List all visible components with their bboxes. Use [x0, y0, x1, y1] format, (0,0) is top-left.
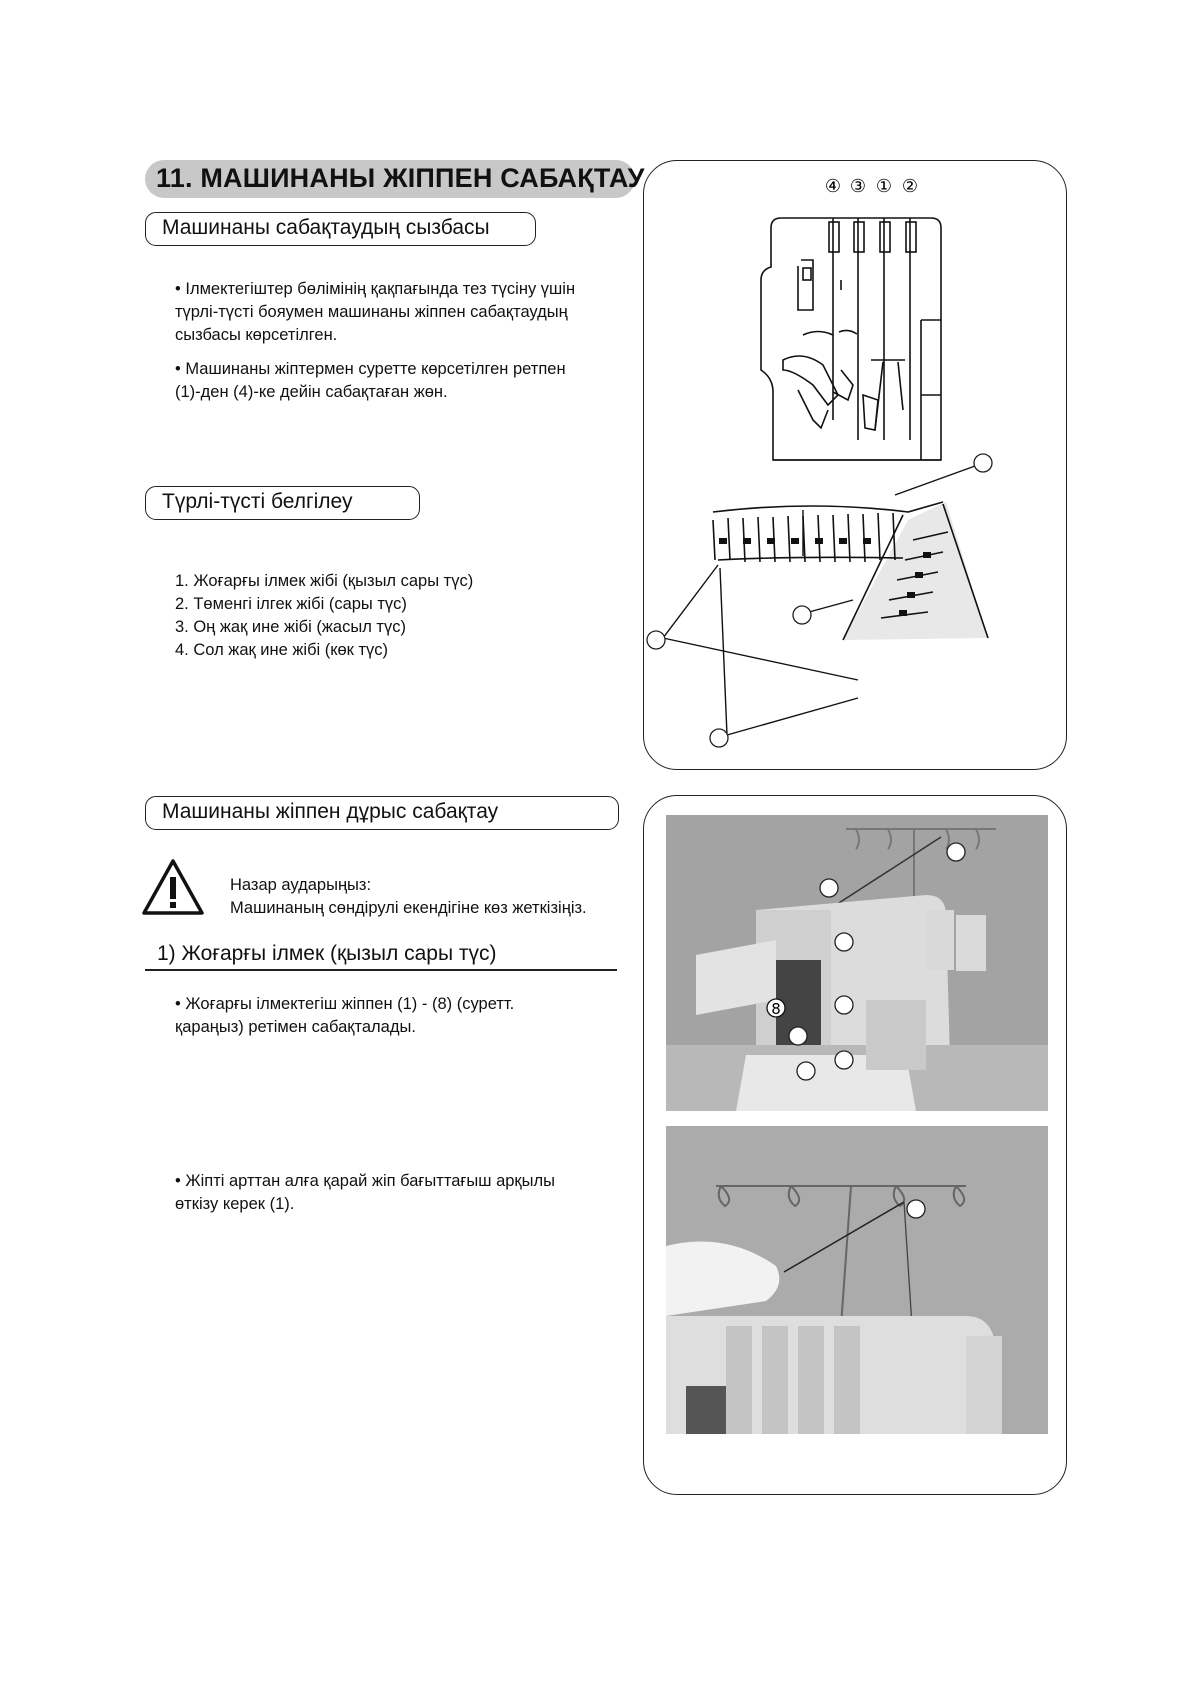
thread-guide-note: • Жіпті арттан алға қарай жіп бағыттағыш арқылы өткізу керек (1). [175, 1172, 555, 1213]
callout-circle [907, 1200, 925, 1218]
color-heading: Түрлі-түсті белгілеу [162, 490, 353, 513]
color-item-4: 4. Сол жақ ине жібі (көк түс) [175, 641, 389, 659]
section-title: 11. МАШИНАНЫ ЖІППЕН САБАҚТАУ [156, 163, 645, 193]
upper-looper-step: • Жоғарғы ілмектегіш жіппен (1) - (8) (суретт. қараңыз) ретімен сабақталады. [175, 995, 515, 1036]
color-item-2: 2. Төменгі ілгек жібі (сары түс) [175, 595, 407, 613]
callout-circle [835, 996, 853, 1014]
photo2-callouts [666, 1126, 1048, 1434]
photo-callouts [666, 815, 1048, 1111]
photo-step-8: 8 [771, 1000, 781, 1018]
upper-looper-subheading: 1) Жоғарғы ілмек (қызыл сары түс) [157, 942, 497, 965]
color-item-1: 1. Жоғарғы ілмек жібі (қызыл сары түс) [175, 572, 474, 590]
callout-circle [647, 631, 665, 649]
stitch-diagram-icon [713, 502, 988, 640]
threading-heading: Машинаны жіппен дұрыс сабақтау [162, 800, 499, 823]
color-item-3: 3. Оң жақ ине жібі (жасыл түс) [175, 618, 406, 636]
callout-circle [820, 879, 838, 897]
callout-circle [793, 606, 811, 624]
callout-circle [789, 1027, 807, 1045]
thread-number-1: ① [875, 176, 893, 197]
subheading-underline [145, 969, 617, 971]
thread-number-3: ③ [849, 176, 867, 197]
color-list [175, 570, 473, 662]
callout-circle [835, 933, 853, 951]
machine-outline-icon [761, 218, 941, 460]
diagram-heading: Машинаны сабақтаудың сызбасы [162, 216, 490, 239]
diagram-bullet-1: • Ілмектегіштер бөлімінің қақпағында тез түсіну үшін түрлі-түсті бояумен машинаны жіппен сабақтаудың сызбасы көрсетілген. [175, 280, 576, 344]
callout-circle [947, 843, 965, 861]
callout-circle [710, 729, 728, 747]
threading-diagram [643, 160, 1067, 770]
callout-circle [835, 1051, 853, 1069]
diagram-bullet-2: • Машинаны жіптермен суретте көрсетілген ретпен (1)-ден (4)-ке дейін сабақтаған жөн. [175, 360, 566, 401]
callout-circle [974, 454, 992, 472]
thread-number-4: ④ [824, 176, 842, 197]
warning-title: Назар аударыңыз: [230, 876, 372, 894]
warning-icon [141, 858, 205, 916]
callout-circle [797, 1062, 815, 1080]
warning-text: Машинаның сөндірулі екендігіне көз жеткізіңіз. [230, 899, 587, 917]
thread-number-2: ② [901, 176, 919, 197]
